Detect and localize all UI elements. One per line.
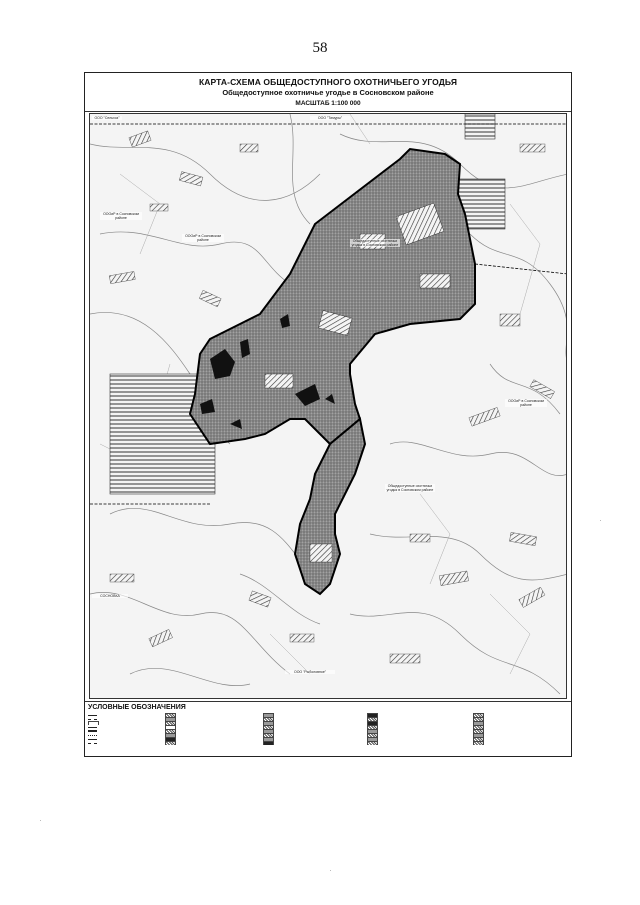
map-drawing [90, 114, 567, 699]
scan-speck [40, 820, 41, 821]
scan-speck [330, 870, 331, 871]
map-title: КАРТА-СХЕМА ОБЩЕДОСТУПНОГО ОХОТНИЧЬЕГО УГОДЬЯ [198, 77, 458, 87]
label-neighbor-west: ООО "Сельхоз" [92, 116, 122, 120]
map-subtitle: Общедоступное охотничье угодье в Сосновском районе [222, 88, 434, 97]
page-number: 58 [312, 40, 328, 56]
label-oopb-center-west: ОООиР в Сосновском районе [182, 234, 224, 242]
label-neighbor-north: ООО "Тимуры" [310, 116, 350, 120]
map-title-block [85, 73, 571, 112]
legend [85, 701, 571, 757]
legend-column-3 [263, 713, 358, 745]
legend-column-5 [473, 713, 568, 745]
label-east-oopb: ОООиР в Сосновском районе [505, 399, 547, 407]
map-scale: МАСШТАБ 1:100 000 [295, 100, 361, 107]
legend-title: УСЛОВНЫЕ ОБОЗНАЧЕНИЯ [88, 704, 186, 711]
legend-column-2 [165, 713, 255, 745]
label-south-area: Общедоступные охотничьи угодья в Сосновском районе [386, 484, 434, 492]
legend-column-1 [88, 713, 160, 745]
label-center-area: Общедоступные охотничьи угодья в Сосновском районе [351, 239, 399, 247]
map-frame [84, 72, 572, 757]
map-area [89, 113, 567, 699]
legend-column-4 [367, 713, 467, 745]
label-oopb-west: ОООиР в Сосновском районе [100, 212, 142, 220]
other-ground-north [465, 114, 495, 139]
label-south-org: ООО "Рыболовное" [285, 670, 335, 674]
label-sosnovka: СОСНОВКА [92, 594, 128, 598]
scan-speck [600, 520, 601, 521]
hunting-ground-south [295, 419, 365, 594]
